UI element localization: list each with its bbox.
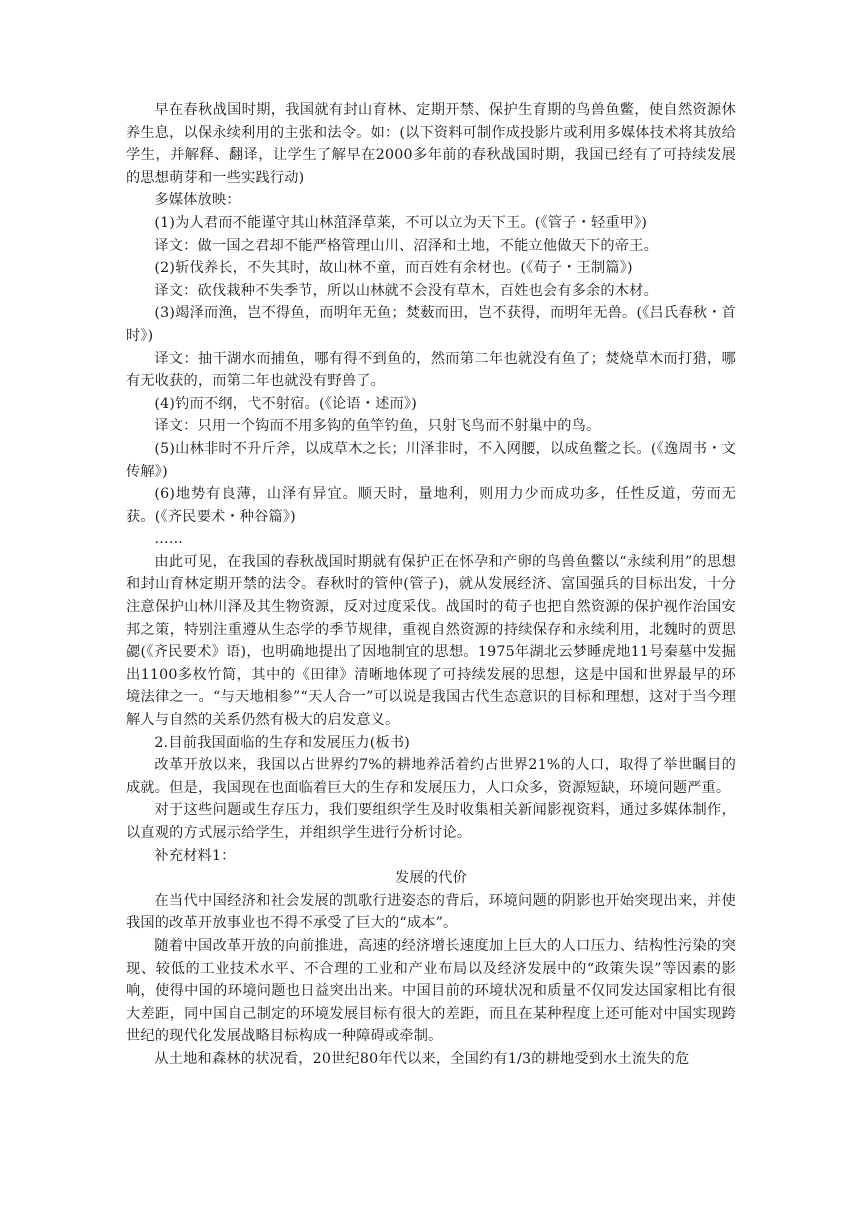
- supplement-paragraph-3: 从土地和森林的状况看，20世纪80年代以来，全国约有1/3的耕地受到水土流失的危: [154, 1050, 690, 1067]
- supplement-paragraph-2: 随着中国改革开放的向前推进，高速的经济增长速度加上巨大的人口压力、结构性污染的突现、较低的工业技术水平、不合理的工业和产业布局以及经济发展中的“政策失误”等因素的影响，使得中国的环境问题也日益突出出来。中国目前的环境状况和质量不仅同发达国家相比有很大差距，同中国自己制定的环境发展目标有很大的差距，而且在某种程度上还可能对中国实现跨世纪的现代化发展战略目标构成一种障碍或牵制。: [126, 937, 736, 1045]
- quote-1: (1)为人君而不能谨守其山林菹泽草莱，不可以立为天下王。(《管子・轻重甲》): [154, 214, 648, 231]
- quote-5: (5)山林非时不升斤斧，以成草木之长；川泽非时，不入网腰，以成鱼鳖之长。(《逸周书・文传解》): [126, 440, 736, 480]
- paragraph-analysis: 由此可见，在我国的春秋战国时期就有保护正在怀孕和产卵的鸟兽鱼鳖以“永续利用”的思想和封山育林定期开禁的法令。春秋时的管仲(管子)，就从发展经济、富国强兵的目标出发，十分注意保护山林川泽及其生物资源，反对过度采伐。战国时的荀子也把自然资源的保护视作治国安邦之策，特别注重遵从生态学的季节规律，重视自然资源的持续保存和永续利用，北魏时的贾思勰(《齐民要术》语)，也明确地提出了因地制宜的思想。1975年湖北云梦睡虎地11号秦墓中发掘出1100多枚竹简，其中的《田律》清晰地体现了可持续发展的思想，这是中国和世界最早的环境法律之一。“与天地相参”“天人合一”可以说是我国古代生态意识的目标和理想，这对于当今理解人与自然的关系仍然有极大的启发意义。: [126, 553, 736, 729]
- quote-2: (2)斩伐养长，不失其时，故山林不童，而百姓有余材也。(《荀子・王制篇》): [154, 260, 633, 277]
- translation-1: 译文：做一国之君却不能严格管理山川、沼泽和土地，不能立他做天下的帝王。: [154, 237, 658, 254]
- translation-4: 译文：只用一个钩而不用多钩的鱼竿钓鱼，只射飞鸟而不射巢中的鸟。: [154, 418, 601, 435]
- translation-2: 译文：砍伐栽种不失季节，所以山林就不会没有草木，百姓也会有多余的木材。: [154, 282, 658, 299]
- section-heading-2: 2.目前我国面临的生存和发展压力(板书): [154, 734, 410, 751]
- paragraph-reform: 改革开放以来，我国以占世界约7%的耕地养活着约占世界21%的人口，取得了举世瞩目的成就。但是，我国现在也面临着巨大的生存和发展压力，人口众多，资源短缺，环境问题严重。: [126, 757, 736, 796]
- quote-3: (3)竭泽而渔，岂不得鱼，而明年无鱼；焚薮而田，岂不获得，而明年无兽。(《吕氏春秋・首时》): [126, 305, 736, 344]
- quote-4: (4)钓而不纲，弋不射宿。(《论语・述而》): [154, 395, 417, 412]
- translation-3: 译文：抽干湖水而捕鱼，哪有得不到鱼的，然而第二年也就没有鱼了；焚烧草木而打猎，哪有无收获的，而第二年也就没有野兽了。: [126, 350, 736, 390]
- supplement-paragraph-1: 在当代中国经济和社会发展的凯歌行进姿态的背后，环境问题的阴影也开始突现出来，并使我国的改革开放事业也不得不承受了巨大的“成本”。: [126, 892, 736, 932]
- quote-6: (6)地势有良薄，山泽有异宜。顺天时，量地利，则用力少而成功多，任性反道，劳而无获。(《齐民要术・种谷篇》): [126, 486, 736, 525]
- supplement-label: 补充材料1：: [154, 847, 236, 864]
- document-page: [126, 99, 736, 1071]
- paragraph-media: 对于这些问题或生存压力，我们要组织学生及时收集相关新闻影视资料，通过多媒体制作，以直观的方式展示给学生，并组织学生进行分析讨论。: [126, 802, 736, 841]
- paragraph-multimedia: 多媒体放映：: [154, 192, 241, 209]
- supplement-title: 发展的代价: [395, 870, 467, 887]
- ellipsis: ……: [154, 531, 184, 548]
- paragraph-intro: 早在春秋战国时期，我国就有封山育林、定期开禁、保护生育期的鸟兽鱼鳖，使自然资源休养生息，以保永续利用的主张和法令。如：(以下资料可制作成投影片或利用多媒体技术将其放给学生，并解释、翻译，让学生了解早在2000多年前的春秋战国时期，我国已经有了可持续发展的思想萌芽和一些实践行动): [126, 102, 737, 186]
